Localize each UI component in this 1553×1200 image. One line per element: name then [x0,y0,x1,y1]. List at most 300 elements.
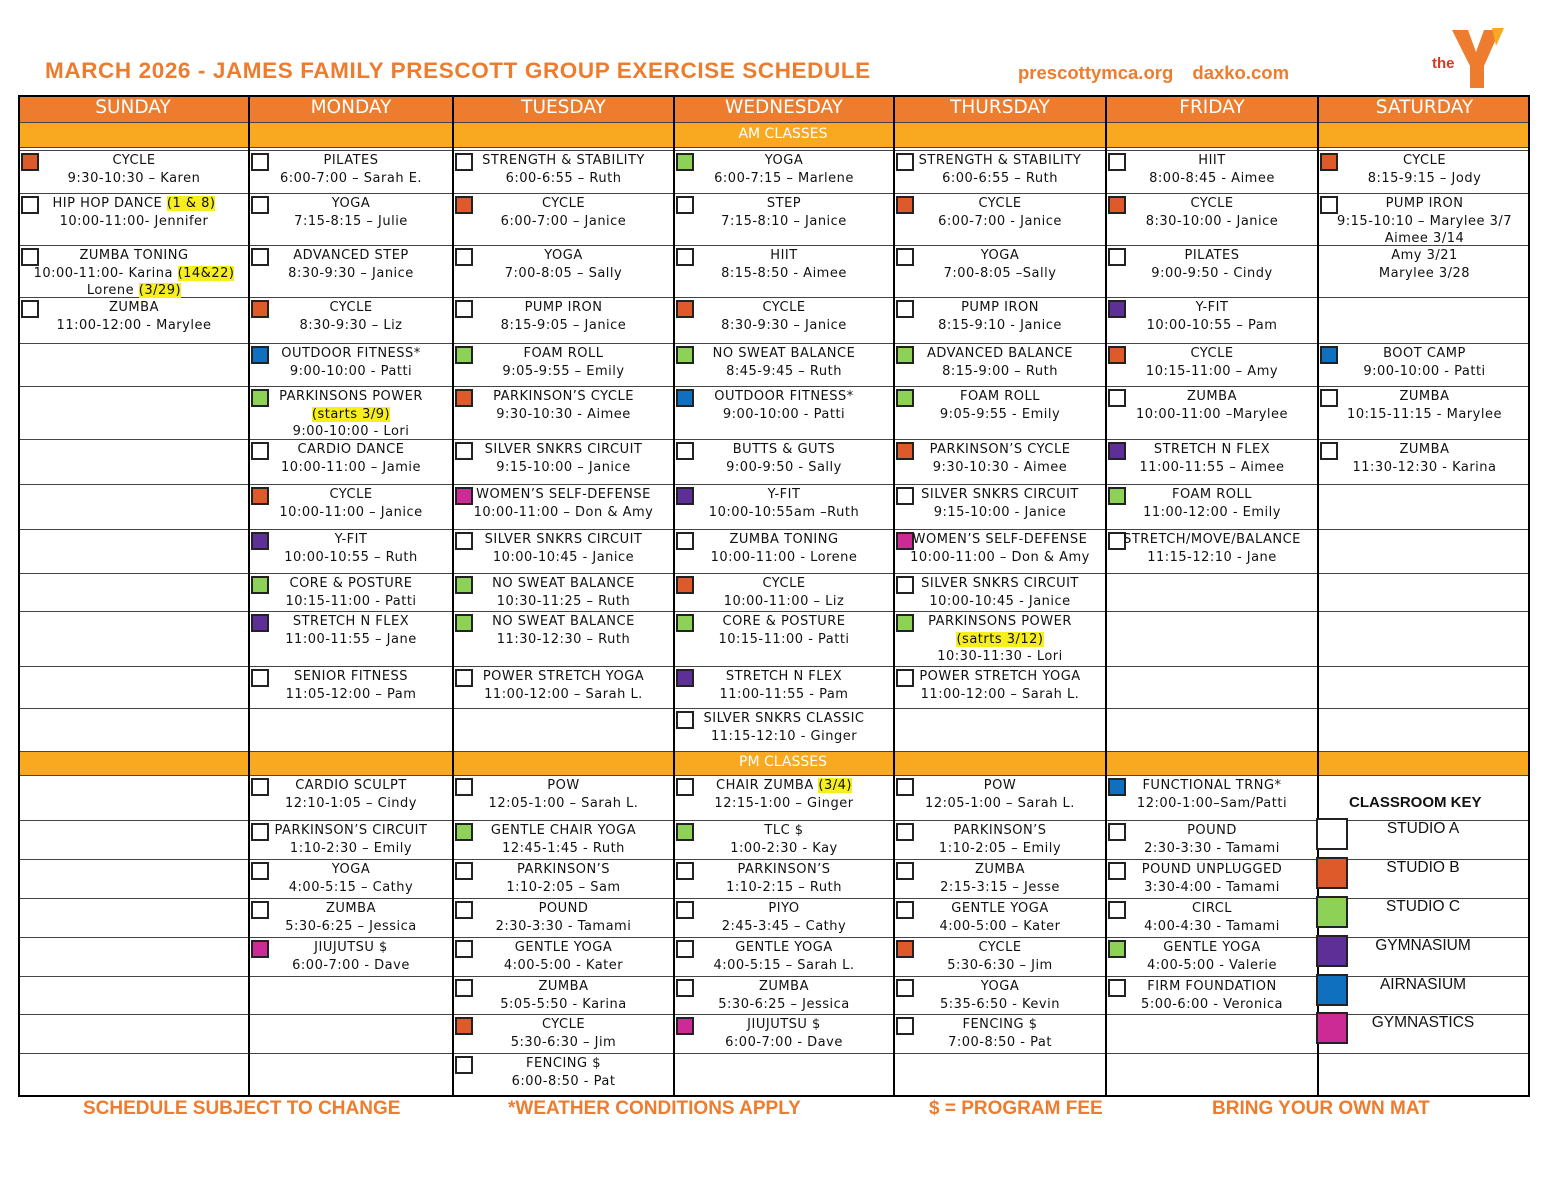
class-time-instructor: 9:00-10:00 - Lori [292,424,410,439]
class-entry[interactable] [1109,939,1315,974]
class-name: POUND [1187,823,1237,838]
footer-program-fee: $ = PROGRAM FEE [929,1098,1103,1119]
class-name: POWER STRETCH YOGA [482,669,645,684]
class-entry[interactable] [252,822,450,857]
class-time-instructor: Aimee 3/14 [1384,231,1465,246]
class-name: GENTLE YOGA [514,940,613,955]
class-time-instructor: 10:15-11:00 – Amy [1145,363,1279,379]
class-entry[interactable] [677,822,891,857]
class-time-instructor: 9:15-10:00 - Janice [933,504,1067,520]
class-entry[interactable] [897,900,1103,935]
class-time-instructor: 5:35-6:50 - Kevin [940,996,1060,1012]
class-entry[interactable] [1109,247,1315,282]
class-name: ZUMBA [759,979,809,994]
class-entry[interactable] [456,668,671,703]
class-entry[interactable] [1321,441,1528,476]
class-time-instructor: 11:30-12:30 – Ruth [496,631,631,647]
class-name: ADVANCED BALANCE [926,346,1074,361]
logo-small-text: the [1432,55,1455,72]
class-name: POWER STRETCH YOGA [919,669,1081,684]
class-name: PARKINSON’S CIRCUIT [274,823,428,838]
class-entry[interactable] [897,345,1103,380]
class-name: ZUMBA [975,862,1025,877]
class-time-instructor: 8:15-9:00 – Ruth [942,363,1058,379]
class-time-instructor: 6:00-7:00 – Janice [500,213,627,229]
class-name: PILATES [323,153,379,168]
class-time-instructor: 5:30-6:30 – Jim [510,1034,617,1050]
class-entry[interactable] [1109,388,1315,423]
class-entry[interactable] [456,152,671,187]
class-entry[interactable] [897,486,1103,521]
class-entry[interactable] [897,388,1103,423]
class-name: FOAM ROLL [1172,487,1252,502]
class-time-instructor: 9:30-10:30 - Aimee [932,459,1068,475]
class-time-instructor: 6:00-8:50 - Pat [511,1073,616,1089]
class-name: PARKINSON’S [737,862,831,877]
class-entry[interactable] [1109,978,1315,1013]
class-name: Y-FIT [767,487,801,502]
class-entry[interactable] [677,900,891,935]
class-entry[interactable] [456,1055,671,1090]
class-name: BOOT CAMP [1383,346,1466,361]
link-daxko[interactable]: daxko.com [1192,62,1290,83]
class-name: STRETCH N FLEX [292,614,410,629]
class-name: JIUJUTSU $ [747,1017,821,1032]
class-time-instructor: 9:00-9:50 - Sally [726,459,842,475]
highlighted-note: (3/29) [138,283,182,298]
row-divider [18,1053,1530,1054]
class-time-instructor: 5:30-6:25 – Jessica [285,918,417,934]
key-c-swatch-icon [1316,896,1348,928]
class-entry[interactable] [456,195,671,230]
row-divider [18,147,1530,148]
class-name: FOAM ROLL [523,346,604,361]
class-entry[interactable] [897,247,1103,282]
class-entry[interactable] [1109,822,1315,857]
class-entry[interactable] [456,1016,671,1051]
class-time-instructor: 6:00-6:55 – Ruth [505,170,622,186]
class-name: STEP [766,196,802,211]
page-title: MARCH 2026 - JAMES FAMILY PRESCOTT GROUP EXERCISE SCHEDULE [45,58,871,83]
class-time-instructor: 10:15-11:00 - Patti [285,593,417,609]
class-name: PARKINSONS POWER [279,389,423,404]
class-name: CYCLE [329,300,373,315]
class-time-instructor: 11:00-11:55 – Aimee [1139,459,1285,475]
day-header-sunday: SUNDAY [18,95,248,122]
class-time-instructor: 5:30-6:25 – Jessica [718,996,850,1012]
class-time-instructor: 10:00-11:00 - Lorene [710,549,858,565]
class-entry[interactable] [1321,345,1528,380]
class-name: JIUJUTSU $ [314,940,388,955]
class-name: TLC $ [764,823,804,838]
class-time-instructor: 9:00-9:50 - Cindy [1151,265,1273,281]
class-name: HIIT [1198,153,1226,168]
class-name: ZUMBA [109,300,159,315]
class-entry[interactable] [677,777,891,812]
class-time-instructor: 9:30-10:30 - Aimee [496,406,631,422]
class-time-instructor: 11:00-12:00 – Sarah L. [920,686,1080,702]
class-time-instructor: 10:00-11:00 – Don & Amy [910,549,1090,565]
class-entry[interactable] [677,613,891,648]
highlighted-note: (1 & 8) [166,196,216,211]
class-entry[interactable] [897,978,1103,1013]
class-name: YOGA [331,196,371,211]
class-entry[interactable] [252,575,450,610]
key-b-swatch-icon [1316,857,1348,889]
class-name: NO SWEAT BALANCE [712,346,856,361]
class-entry[interactable] [456,861,671,896]
class-name: FIRM FOUNDATION [1147,979,1277,994]
class-name: Y-FIT [1195,300,1229,315]
class-time-instructor: 10:00-10:55 – Ruth [284,549,418,565]
class-name: Y-FIT [334,532,368,547]
class-name: FUNCTIONAL TRNG* [1142,778,1282,793]
class-time-instructor: 12:45-1:45 - Ruth [502,840,625,856]
class-entry[interactable] [252,345,450,380]
class-name: YOGA [980,248,1020,263]
class-line [22,195,246,213]
class-time-instructor: 7:00-8:50 - Pat [948,1034,1052,1050]
class-entry[interactable] [456,777,671,812]
class-time-instructor: 6:00-7:00 - Dave [292,957,410,973]
class-entry[interactable] [897,613,1103,666]
class-time-instructor: 9:30-10:30 – Karen [67,170,201,186]
class-entry[interactable] [252,195,450,230]
class-entry[interactable] [897,575,1103,610]
class-entry[interactable] [1321,195,1528,248]
class-entry[interactable] [1109,152,1315,187]
class-entry[interactable] [677,710,891,745]
class-entry[interactable] [897,299,1103,334]
class-time-instructor: 4:00-5:00 – Kater [939,918,1061,934]
row-divider [18,666,1530,667]
class-entry[interactable] [252,777,450,812]
class-name: STRENGTH & STABILITY [482,153,645,168]
class-entry[interactable] [897,152,1103,187]
class-line-text: CHAIR ZUMBA [716,778,819,793]
class-time-instructor: 10:15-11:00 - Patti [718,631,850,647]
class-name: CYCLE [978,196,1022,211]
class-name: WOMEN’S SELF-DEFENSE [476,487,651,502]
grid-border [18,95,1530,97]
row-divider [18,439,1530,440]
class-name: STRETCH/MOVE/BALANCE [1123,532,1301,547]
class-entry[interactable] [252,613,450,648]
class-name: CARDIO SCULPT [295,778,407,793]
class-time-instructor: 1:10-2:05 – Sam [506,879,621,895]
class-entry[interactable] [252,900,450,935]
class-time-instructor: 2:30-3:30 - Tamami [1144,840,1280,856]
class-name: CYCLE [541,1017,586,1032]
class-name: CYCLE [329,487,373,502]
class-entry[interactable] [677,978,891,1013]
class-entry[interactable] [677,575,891,610]
highlighted-note: (3/4) [818,778,852,793]
class-time-instructor: 8:15-9:10 - Janice [938,317,1062,333]
column-divider [893,95,895,1096]
column-divider [1105,95,1107,1096]
class-time-instructor: 4:00-5:15 – Sarah L. [713,957,855,973]
class-entry[interactable] [897,777,1103,812]
class-time-instructor: 10:00-11:00 – Don & Amy [473,504,654,520]
class-entry[interactable] [897,939,1103,974]
class-name: CYCLE [1190,196,1234,211]
class-entry[interactable] [22,299,246,334]
class-entry[interactable] [1109,900,1315,935]
class-entry[interactable] [677,939,891,974]
classroom-key-title: CLASSROOM KEY [1349,794,1482,811]
class-entry[interactable] [1109,299,1315,334]
class-name: GENTLE YOGA [1163,940,1261,955]
class-name: OUTDOOR FITNESS* [281,346,421,361]
class-entry[interactable] [456,613,671,648]
class-time-instructor: Marylee 3/28 [1378,265,1471,281]
class-name: WOMEN’S SELF-DEFENSE [912,532,1088,547]
class-entry[interactable] [252,861,450,896]
class-name: CYCLE [978,940,1022,955]
schedule-grid [18,95,1530,1096]
class-name: PILATES [1184,248,1240,263]
class-entry[interactable] [677,195,891,230]
class-name: OUTDOOR FITNESS* [714,389,854,404]
class-entry[interactable] [1321,247,1528,282]
class-entry[interactable] [677,345,891,380]
class-entry[interactable] [677,388,891,423]
class-name: HIIT [770,248,798,263]
class-time-instructor: 10:00-11:00- Jennifer [59,213,209,229]
website-links [1018,62,1289,84]
class-name: SILVER SNKRS CLASSIC [703,711,865,726]
class-entry[interactable] [456,900,671,935]
class-entry[interactable] [456,345,671,380]
class-entry[interactable] [897,531,1103,566]
class-name: CYCLE [762,300,806,315]
class-time-instructor: 2:30-3:30 - Tamami [495,918,632,934]
class-entry[interactable] [1109,861,1315,896]
class-entry[interactable] [677,247,891,282]
key-c-label: STUDIO C [1385,898,1461,915]
class-name: BUTTS & GUTS [732,442,836,457]
class-entry[interactable] [456,486,671,521]
class-time-instructor: 5:30-6:30 – Jim [947,957,1053,973]
class-name: ZUMBA [1187,389,1237,404]
class-name: SILVER SNKRS CIRCUIT [484,442,643,457]
class-time-instructor: 10:00-11:00 –Marylee [1135,406,1289,422]
class-time-instructor: 11:00-12:00 - Marylee [56,317,212,333]
class-name: POW [547,778,580,793]
column-divider [248,95,250,1096]
class-line [22,282,246,300]
class-name: CORE & POSTURE [289,576,413,591]
key-a-label: STUDIO A [1386,820,1460,837]
class-time-instructor: 7:15-8:15 – Julie [294,213,408,229]
class-name: GENTLE YOGA [951,901,1049,916]
class-entry[interactable] [252,247,450,282]
class-time-instructor: 4:00-4:30 - Tamami [1144,918,1280,934]
class-time-instructor: 1:00-2:30 - Kay [730,840,838,856]
class-time-instructor: 10:00-10:55am –Ruth [708,504,860,520]
class-time-instructor: 7:15-8:10 – Janice [721,213,847,229]
class-entry[interactable] [456,247,671,282]
class-entry[interactable] [252,388,450,441]
class-time-instructor: 8:00-8:45 - Aimee [1149,170,1275,186]
class-entry[interactable] [456,939,671,974]
class-name: CARDIO DANCE [297,442,405,457]
grid-border [18,1095,1530,1097]
class-entry[interactable] [22,195,246,230]
class-name: CYCLE [762,576,806,591]
class-name: STRENGTH & STABILITY [918,153,1082,168]
class-entry[interactable] [1321,152,1528,187]
class-entry[interactable] [677,861,891,896]
row-divider [18,611,1530,612]
class-name: PARKINSON’S CYCLE [493,389,634,404]
row-divider [18,775,1530,776]
class-entry[interactable] [1109,195,1315,230]
class-time-instructor: 6:00-7:00 - Dave [725,1034,843,1050]
key-e-label: AIRNASIUM [1379,976,1467,993]
class-time-instructor: 6:00-7:15 – Marlene [714,170,854,186]
class-name: CYCLE [1402,153,1447,168]
class-entry[interactable] [677,531,891,566]
class-time-instructor: 8:15-9:15 – Jody [1367,170,1482,186]
class-name: Amy 3/21 [1391,248,1458,263]
class-name: PARKINSON’S CYCLE [929,442,1071,457]
class-entry[interactable] [677,668,891,703]
class-entry[interactable] [897,195,1103,230]
class-entry[interactable] [897,822,1103,857]
class-name: STRETCH N FLEX [725,669,843,684]
class-time-instructor: 7:00-8:05 – Sally [504,265,623,281]
class-time-instructor: 9:00-10:00 - Patti [722,406,846,422]
class-entry[interactable] [456,388,671,423]
class-entry[interactable] [456,822,671,857]
class-name: PARKINSONS POWER [928,614,1072,629]
class-time-instructor: 8:30-9:30 – Liz [299,317,403,333]
class-time-instructor: 9:15-10:00 – Janice [496,459,631,475]
class-entry[interactable] [252,939,450,974]
class-time-instructor: 10:00-11:00 – Jamie [281,459,421,475]
class-entry[interactable] [897,861,1103,896]
class-name: SILVER SNKRS CIRCUIT [484,532,643,547]
class-entry[interactable] [1321,388,1528,423]
class-time-instructor: 8:15-9:05 – Janice [500,317,627,333]
class-entry[interactable] [677,1016,891,1051]
class-name: ZUMBA TONING [729,532,839,547]
class-name: FENCING $ [962,1017,1038,1032]
class-entry[interactable] [252,441,450,476]
class-time-instructor: 3:30-4:00 - Tamami [1144,879,1280,895]
class-entry[interactable] [1109,777,1315,812]
row-divider [18,193,1530,194]
class-entry[interactable] [252,152,450,187]
class-entry[interactable] [1109,441,1315,476]
class-name: POUND UNPLUGGED [1141,862,1283,877]
class-time-instructor: 10:15-11:15 - Marylee [1347,406,1502,422]
class-name: PUMP IRON [524,300,603,315]
class-line [677,777,891,795]
class-entry[interactable] [456,978,671,1013]
class-entry[interactable] [897,1016,1103,1051]
am-classes-label: AM CLASSES [738,126,828,142]
class-line-text: Lorene [86,283,139,298]
class-entry[interactable] [252,299,450,334]
class-name: YOGA [544,248,583,263]
class-entry[interactable] [897,668,1103,703]
class-time-instructor: 2:45-3:45 – Cathy [721,918,847,934]
class-entry[interactable] [456,299,671,334]
class-time-instructor: 11:15-12:10 - Ginger [710,728,858,744]
class-name: NO SWEAT BALANCE [492,576,635,591]
class-name: PIYO [768,901,800,916]
row-divider [18,859,1530,860]
class-name: GENTLE YOGA [735,940,833,955]
class-time-instructor: 6:00-7:00 - Janice [938,213,1062,229]
class-entry[interactable] [1109,345,1315,380]
class-time-instructor: 4:00-5:15 – Cathy [288,879,414,895]
class-entry[interactable] [1109,486,1315,521]
class-time-instructor: 11:00-12:00 – Sarah L. [484,686,643,702]
pm-classes-label: PM CLASSES [739,754,827,770]
row-divider [18,976,1530,977]
class-name: FENCING $ [525,1056,602,1071]
class-time-instructor: 12:05-1:00 – Sarah L. [488,795,639,811]
footer-weather: *WEATHER CONDITIONS APPLY [508,1098,801,1119]
class-time-instructor: 11:00-12:00 - Emily [1143,504,1281,520]
class-time-instructor: 11:15-12:10 - Jane [1147,549,1277,565]
class-entry[interactable] [456,441,671,476]
class-name: CIRCL [1191,901,1233,916]
class-name: ZUMBA [538,979,589,994]
class-time-instructor: 10:30-11:25 – Ruth [496,593,631,609]
column-divider [1528,95,1530,1096]
row-divider [18,898,1530,899]
class-time-instructor: 1:10-2:15 – Ruth [726,879,842,895]
class-entry[interactable] [456,531,671,566]
class-name: ZUMBA [326,901,376,916]
key-d-swatch-icon [1316,935,1348,967]
class-entry[interactable] [252,486,450,521]
class-line [22,265,246,283]
class-entry[interactable] [252,668,450,703]
class-time-instructor: 6:00-6:55 – Ruth [942,170,1058,186]
class-entry[interactable] [1109,531,1315,566]
class-entry[interactable] [677,441,891,476]
class-entry[interactable] [22,247,246,300]
class-entry[interactable] [456,575,671,610]
class-entry[interactable] [677,152,891,187]
class-time-instructor: 12:05-1:00 – Sarah L. [925,795,1075,811]
class-entry[interactable] [252,531,450,566]
link-prescottymca[interactable]: prescottymca.org [1018,62,1174,83]
class-entry[interactable] [897,441,1103,476]
class-name: ZUMBA [1399,442,1450,457]
class-name: NO SWEAT BALANCE [492,614,635,629]
class-entry[interactable] [22,152,246,187]
class-name: GENTLE CHAIR YOGA [490,823,637,838]
class-name: ZUMBA TONING [79,248,189,263]
class-time-instructor: 1:10-2:30 – Emily [289,840,413,856]
class-name: YOGA [764,153,804,168]
class-name: SILVER SNKRS CIRCUIT [921,487,1079,502]
class-name: CYCLE [112,153,156,168]
class-entry[interactable] [677,299,891,334]
row-divider [18,1014,1530,1015]
day-header-wednesday: WEDNESDAY [675,95,893,122]
class-name: PARKINSON’S [953,823,1047,838]
class-entry[interactable] [677,486,891,521]
key-d-label: GYMNASIUM [1375,937,1471,954]
